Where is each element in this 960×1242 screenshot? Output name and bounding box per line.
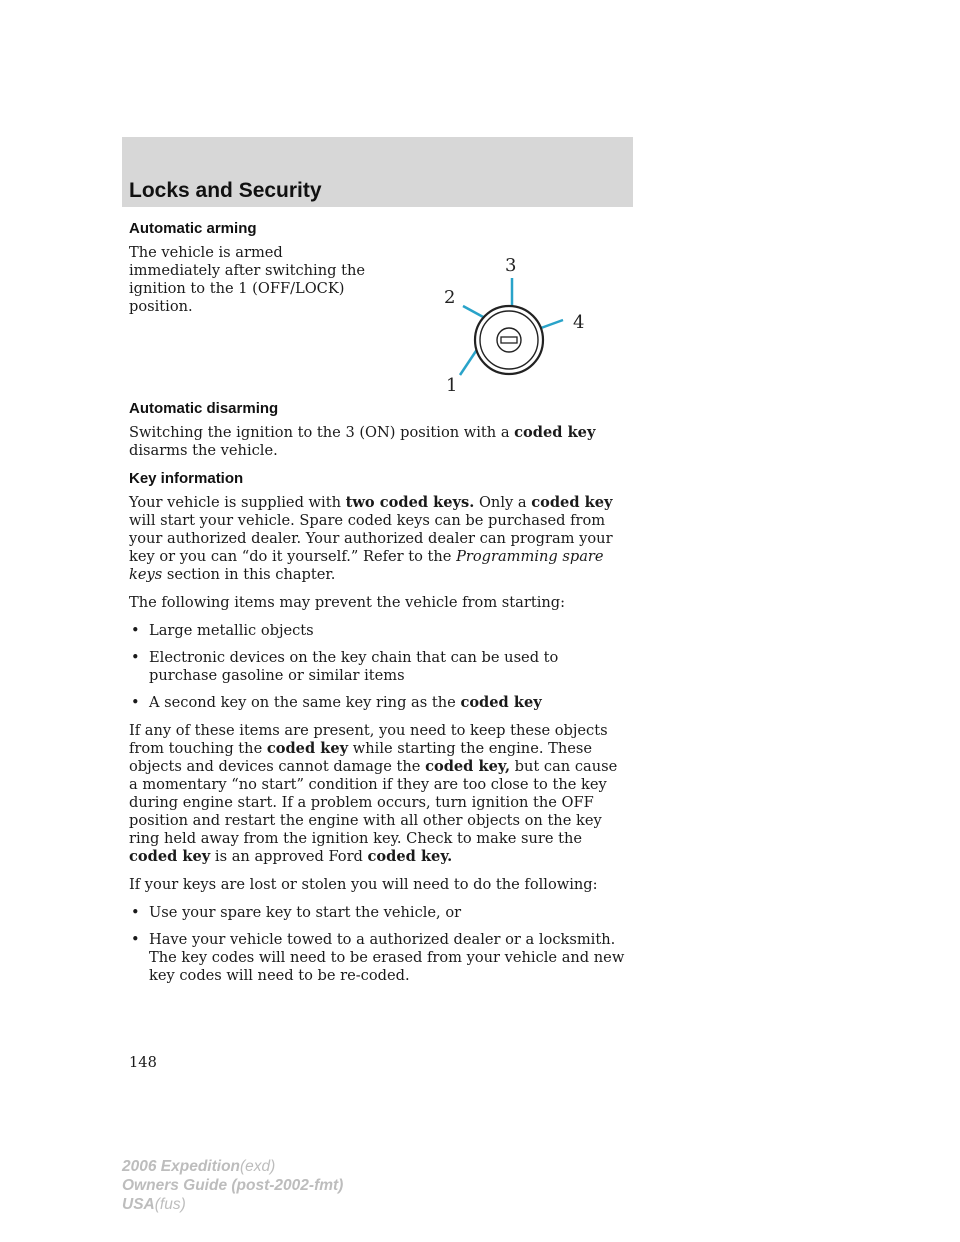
automatic-arming-text: The vehicle is armed immediately after switching the ignition to the 1 (OFF/LOCK) position. [129,244,365,315]
italic-run: Programming spare keys [129,548,604,583]
list-item [129,649,629,685]
footer-line-3 [122,1195,343,1214]
footer-market: USA [122,1196,155,1213]
list-item [129,931,629,985]
text-run: will start your vehicle. Spare coded keys can be purchased from your authorized dealer. Your authorized dealer can program your key or you can “do it yourself.” Refer to the [129,512,613,565]
footer-model: 2006 Expedition [122,1158,241,1175]
position-4-line [541,320,563,328]
objects-warning-paragraph [129,722,629,866]
section-header [122,137,633,207]
position-3-label: 3 [505,255,517,276]
footer-model-code: (exd) [240,1158,276,1175]
key-information-paragraph [129,494,629,584]
text-run: section in this chapter. [162,566,336,583]
footer-line-2: Owners Guide (post-2002-fmt) [122,1177,344,1194]
bullet-glyph: • [131,694,140,711]
bullet-glyph: • [131,649,140,666]
position-2-label: 2 [444,287,456,308]
section-title: Locks and Security [129,179,322,202]
bold-run: coded key [460,694,542,711]
bullet-glyph: • [131,931,140,948]
list-item-text: Have your vehicle towed to a authorized dealer or a locksmith. The key codes will need to be erased from your vehicle and new key codes will need to be re-coded. [149,931,625,984]
prevent-start-list [129,622,629,712]
text-run: but can cause a momentary “no start” condition if they are too close to the key during engine start. If a problem occurs, turn ignition the OFF position and restart the engine with all other objects on the key ring held away from the ignition key. Check to make sure the [129,758,618,847]
footer-market-code: (fus) [154,1196,186,1213]
list-item-text: A second key on the same key ring as the [149,694,461,711]
text-run: is an approved Ford [210,848,368,865]
key-information-heading: Key information [129,470,244,487]
list-item-text: Use your spare key to start the vehicle, or [149,904,462,921]
automatic-disarming-heading: Automatic disarming [129,400,279,417]
text-run: while starting the engine. These objects and devices cannot damage the [129,740,593,775]
bold-run: coded key. [367,848,453,865]
bold-run: two coded keys. [345,494,475,511]
automatic-arming-heading: Automatic arming [129,220,257,237]
automatic-disarming-section [129,400,629,460]
bold-run: coded key, [425,758,511,775]
bullet-glyph: • [131,904,140,921]
list-item-text: Large metallic objects [149,622,314,639]
position-2-line [463,306,485,318]
lost-keys-list [129,904,629,985]
text-run: Only a [474,494,532,511]
text-run: Switching the ignition to the 3 (ON) position with a [129,424,515,441]
text-run: Your vehicle is supplied with [129,494,346,511]
position-1-label: 1 [446,375,458,396]
bold-run: coded key [266,740,349,757]
list-item [129,694,629,712]
text-run: disarms the vehicle. [129,442,278,459]
page-number: 148 [129,1054,157,1071]
lost-keys-intro: If your keys are lost or stolen you will need to do the following: [129,876,598,893]
text-run: If any of these items are present, you need to keep these objects from touching the [129,722,608,757]
document-footer [122,1157,343,1214]
list-item [129,622,629,640]
prevent-start-intro: The following items may prevent the vehicle from starting: [129,594,566,611]
ignition-key-cylinder-icon [497,328,521,352]
ignition-position-diagram [433,248,603,398]
footer-line-1 [122,1157,343,1176]
bullet-glyph: • [131,622,140,639]
bold-run: coded key [514,424,596,441]
bold-run: coded key [531,494,613,511]
bold-run: coded key [129,848,211,865]
key-information-section [129,470,629,985]
list-item-text: Electronic devices on the key chain that can be used to purchase gasoline or similar items [149,649,559,684]
list-item [129,904,629,922]
position-4-label: 4 [573,312,585,333]
automatic-disarming-text [129,424,629,460]
